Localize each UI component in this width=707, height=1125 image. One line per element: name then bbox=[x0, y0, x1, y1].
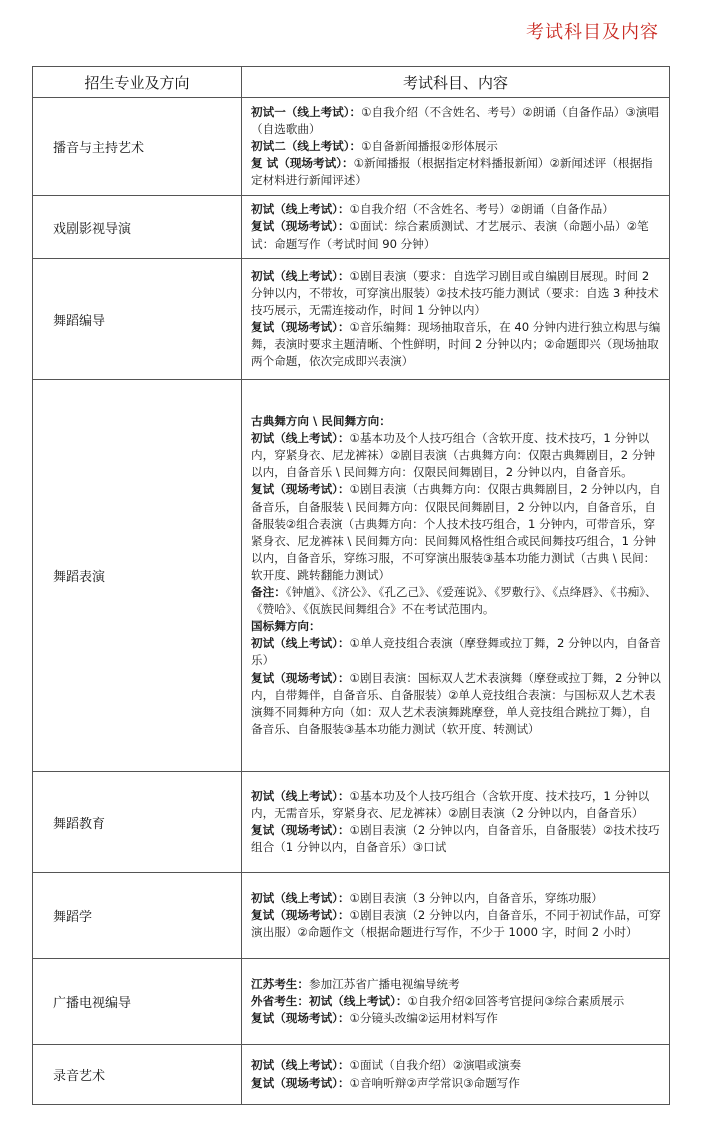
exam-stage-detail: ①剧目表演：国标双人艺术表演舞（摩登或拉丁舞，2 分钟以内，自带舞伴，自备音乐、自备服装）②单人竞技组合表演：与国标双人艺术表演舞不同舞种方向（如：双人艺术表演舞跳摩登，单人竞技组合跳拉丁舞），自备音乐、自备服装③基本功能力测试（软开度、转测试） bbox=[251, 670, 661, 736]
exam-stage-label: 古典舞方向 \ 民间舞方向： bbox=[251, 414, 391, 429]
exam-stage-label: 复试（现场考试）： bbox=[251, 219, 350, 234]
table-row bbox=[33, 380, 670, 772]
exam-stage-label: 初试（线上考试）： bbox=[251, 788, 350, 803]
exam-stage-label: 初试（线上考试）： bbox=[251, 202, 350, 217]
content-line bbox=[251, 218, 661, 252]
table-row bbox=[33, 772, 670, 873]
exam-stage-label: 复 试（现场考试）： bbox=[251, 156, 354, 171]
content-line bbox=[251, 993, 661, 1010]
major-name: 播音与主持艺术 bbox=[33, 98, 242, 196]
major-name: 广播电视编导 bbox=[33, 959, 242, 1045]
header-major: 招生专业及方向 bbox=[33, 67, 242, 98]
exam-stage-detail: ①自我介绍（不含姓名、考号）②朗诵（自备作品）③演唱（自选歌曲） bbox=[251, 104, 659, 136]
exam-content bbox=[242, 772, 670, 873]
major-name: 舞蹈教育 bbox=[33, 772, 242, 873]
exam-stage-label: 复试（现场考试）： bbox=[251, 670, 350, 685]
table-row bbox=[33, 196, 670, 259]
content-line bbox=[251, 481, 661, 584]
exam-stage-label: 初试（线上考试）： bbox=[251, 636, 350, 651]
table-row bbox=[33, 873, 670, 959]
exam-stage-label: 外省考生：初试（线上考试）： bbox=[251, 993, 408, 1008]
content-line bbox=[251, 635, 661, 669]
exam-stage-label: 复试（现场考试）： bbox=[251, 482, 350, 497]
exam-stage-detail: ①剧目表演（2 分钟以内，自备音乐，不同于初试作品，可穿演出服）②命题作文（根据命题进行写作，不少于 1000 字，时间 2 小时） bbox=[251, 907, 661, 940]
exam-stage-label: 复试（现场考试）： bbox=[251, 823, 350, 837]
content-line bbox=[251, 1010, 661, 1027]
content-line bbox=[251, 822, 661, 856]
content-line bbox=[251, 1057, 661, 1074]
major-name: 舞蹈学 bbox=[33, 873, 242, 959]
content-line bbox=[251, 201, 661, 218]
exam-stage-detail: ①剧目表演（3 分钟以内，自备音乐，穿练功服） bbox=[349, 890, 603, 905]
exam-stage-label: 复试（现场考试）： bbox=[251, 907, 350, 922]
table-header-row bbox=[33, 67, 670, 98]
exam-stage-detail: ①剧目表演（要求：自选学习剧目或自编剧目展现。时间 2 分钟以内，不带妆，可穿演出服装）②技术技巧能力测试（要求：自选 3 种技术技巧展示，无需连接动作，时间 1 分钟以内） bbox=[251, 268, 659, 317]
major-name: 录音艺术 bbox=[33, 1045, 242, 1105]
exam-stage-label: 复试（现场考试）： bbox=[251, 320, 350, 334]
major-name: 戏剧影视导演 bbox=[33, 196, 242, 259]
content-line bbox=[251, 670, 661, 738]
content-line bbox=[251, 268, 661, 319]
content-line bbox=[251, 430, 661, 481]
content-line bbox=[251, 413, 661, 430]
exam-stage-label: 初试二（线上考试）： bbox=[251, 138, 362, 153]
exam-content bbox=[242, 1045, 670, 1105]
exam-stage-detail: ①自我介绍（不含姓名、考号）②朗诵（自备作品） bbox=[349, 202, 614, 217]
content-line bbox=[251, 976, 661, 993]
exam-stage-detail: ①自我介绍②回答考官提问③综合素质展示 bbox=[407, 993, 625, 1008]
table-row bbox=[33, 959, 670, 1045]
exam-content bbox=[242, 259, 670, 380]
content-line bbox=[251, 907, 661, 941]
content-line bbox=[251, 104, 661, 138]
exam-stage-label: 初试一（线上考试）： bbox=[251, 104, 362, 119]
major-name: 舞蹈编导 bbox=[33, 259, 242, 380]
table-row bbox=[33, 98, 670, 196]
exam-stage-detail: 《钟馗》、《济公》、《孔乙己》、《爱莲说》、《罗敷行》、《点绛唇》、《书痴》、《赞哈》、《佤族民间舞组合》不在考试范围内。 bbox=[251, 585, 657, 617]
content-line bbox=[251, 138, 661, 155]
exam-stage-label: 江苏考生： bbox=[251, 976, 309, 991]
exam-stage-detail: ①分镜头改编②运用材料写作 bbox=[349, 1011, 498, 1026]
content-line bbox=[251, 319, 661, 370]
exam-stage-label: 备注： bbox=[251, 585, 286, 600]
exam-content bbox=[242, 196, 670, 259]
exam-content bbox=[242, 959, 670, 1045]
exam-content bbox=[242, 873, 670, 959]
exam-stage-detail: 参加江苏省广播电视编导统考 bbox=[308, 976, 460, 991]
exam-stage-detail: ①剧目表演（2 分钟以内，自备音乐，自备服装）②技术技巧组合（1 分钟以内，自备音乐）③口试 bbox=[251, 823, 660, 855]
content-line bbox=[251, 584, 661, 618]
content-line bbox=[251, 618, 661, 635]
exam-stage-detail: ①自备新闻播报②形体展示 bbox=[361, 138, 498, 153]
exam-stage-detail: ①音乐编舞：现场抽取音乐，在 40 分钟内进行独立构思与编舞，表演时要求主题清晰、个性鲜明，时间 2 分钟以内；②命题即兴（现场抽取两个命题，依次完成即兴表演） bbox=[251, 320, 661, 369]
exam-stage-detail: ①基本功及个人技巧组合（含软开度、技术技巧，1 分钟以内，无需音乐，穿紧身衣、尼龙裤袜）②剧目表演（2 分钟以内，自备音乐） bbox=[251, 788, 650, 820]
table-row bbox=[33, 1045, 670, 1105]
exam-stage-label: 初试（线上考试）： bbox=[251, 890, 350, 905]
header-content: 考试科目、内容 bbox=[242, 67, 670, 98]
content-line bbox=[251, 155, 661, 189]
exam-stage-label: 初试（线上考试）： bbox=[251, 268, 350, 283]
content-line bbox=[251, 1075, 661, 1092]
exam-stage-detail: ①基本功及个人技巧组合（含软开度、技术技巧，1 分钟以内，穿紧身衣、尼龙裤袜）②剧目表演（古典舞方向：仅限古典舞剧目，2 分钟以内，自备音乐 \ 民间舞方向：仅限民间舞剧目，2 分钟以内，自备音乐。 bbox=[251, 431, 656, 480]
exam-stage-detail: ①面试：综合素质测试、才艺展示、表演（命题小品）②笔试：命题写作（考试时间 90 分钟） bbox=[251, 219, 649, 251]
exam-stage-detail: ①音响听辩②声学常识③命题写作 bbox=[349, 1075, 520, 1090]
page-title: 考试科目及内容 bbox=[526, 22, 659, 43]
exam-stage-label: 初试（线上考试）： bbox=[251, 1058, 350, 1073]
content-line bbox=[251, 788, 661, 822]
exam-stage-label: 国标舞方向： bbox=[251, 619, 321, 634]
exam-stage-detail: ①新闻播报（根据指定材料播报新闻）②新闻述评（根据指定材料进行新闻评述） bbox=[251, 156, 653, 188]
exam-stage-detail: ①剧目表演（古典舞方向：仅限古典舞剧目，2 分钟以内，自备音乐，自备服装 \ 民间舞方向：仅限民间舞剧目，2 分钟以内，自备音乐，自备服装②组合表演（古典舞方向：个人技术技巧组合，1 分钟内，可带音乐，穿紧身衣、尼龙裤袜 \ 民间舞方向：民间舞风格性组合或民间舞技巧组合，1 分钟以内，自备音乐，穿练习服，不可穿演出服装③基本功能力测试（古典 \ 民间：软开度、跳转翻能力测试） bbox=[251, 482, 661, 582]
exam-stage-detail: ①单人竞技组合表演（摩登舞或拉丁舞，2 分钟以内，自备音乐） bbox=[251, 636, 661, 668]
content-line bbox=[251, 890, 661, 907]
exam-stage-detail: ①面试（自我介绍）②演唱或演奏 bbox=[349, 1058, 522, 1073]
exam-content bbox=[242, 380, 670, 772]
exam-stage-label: 复试（现场考试）： bbox=[251, 1011, 350, 1026]
exam-stage-label: 复试（现场考试）： bbox=[251, 1075, 350, 1090]
exam-content-table bbox=[32, 66, 670, 1105]
table-row bbox=[33, 259, 670, 380]
major-name: 舞蹈表演 bbox=[33, 380, 242, 772]
exam-content bbox=[242, 98, 670, 196]
exam-stage-label: 初试（线上考试）： bbox=[251, 431, 350, 446]
